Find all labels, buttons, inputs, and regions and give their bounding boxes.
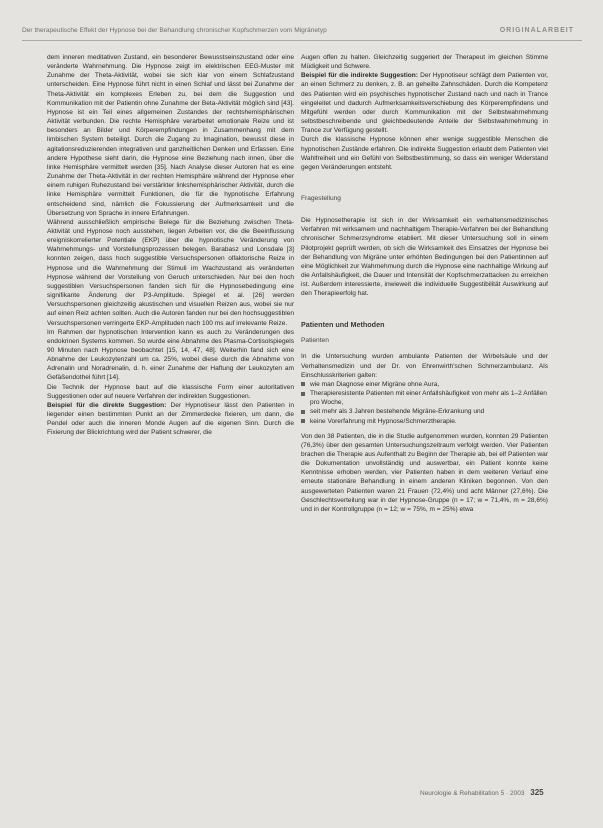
body-paragraph xyxy=(301,135,548,172)
subsection-heading: Patienten xyxy=(301,337,329,345)
body-paragraph xyxy=(301,352,548,379)
body-paragraph xyxy=(301,71,548,135)
criteria-list-item: seit mehr als 3 Jahren bestehende Migräne-Erkrankung und xyxy=(301,407,548,416)
criteria-list-item: Therapieresistente Patienten mit einer Anfallshäufigkeit von mehr als 1–2 Anfällen pro Woche, xyxy=(301,389,548,407)
paragraph-lead: Beispiel für die indirekte Suggestion: xyxy=(301,72,418,80)
paragraph-text: Augen offen zu halten. Gleichzeitig suggeriert der Therapeut im gleichen Stimme Müdigkeit und Schwere. xyxy=(301,54,548,71)
paragraph-text: Während ausschließlich empirische Belege für die Beziehung zwischen Theta-Aktivität und Hypnose noch ausstehen, liegen Arbeiten vor, die die Beeinflussung ereigniskorrelierter Potentiale (EKP) über die hypnotische Veränderung von Wahrnehmungs- und Vorstellungsprozessen belegen. Barabasz und Lonsdale [3] konnten zeigen, dass hoch suggestible Versuchspersonen olfaktorische Reize in Hypnose und die Wahrnehmung der Stimuli im Wachzustand als veränderten Hypnose während der Vorstellung von Geruch unterschieden. Nur bei den hoch suggestiblen Versuchspersonen fanden sich für die Hypnosebedingung eine signifikante Änderung der P3-Amplitude. Spiegel et al. [26] werden Versuchspersonen gleichzeitig akustischen und visuellen Reizen aus, wobei sie nur auf einen Reiz achten sollten. Auch die Autoren fanden nur bei den hochsuggestiblen Versuchspersonen verringerte EKP-Amplituden nach 100 ms auf irrelevante Reize. xyxy=(47,218,294,327)
body-paragraph xyxy=(47,328,294,383)
left-text-column xyxy=(47,53,294,438)
subsection-heading: Fragestellung xyxy=(301,195,341,203)
paragraph-text: Der Hypnotiseur lässt den Patienten in liegender einen bestimmten Punkt an der Zimmerdecke fixieren, um dann, die Pendel oder auch die inneren Monde Augen auf die eigenen Sinn. Durch die Fixierung der Blickrichtung wird der Patient schwerer, die xyxy=(47,401,294,437)
body-paragraph xyxy=(301,432,548,514)
running-header xyxy=(22,26,582,41)
body-paragraph xyxy=(47,401,294,438)
paragraph-text: Durch die klassische Hypnose können eher wenige suggestible Menschen die hypnotischen Zustände erfahren. Die indirekte Suggestion erlaubt dem Patienten viel Wahlfreiheit und ein Gefühl von Selbstbestimmung, so dass ein weniger Widerstand gegen Veränderungen entsteht. xyxy=(301,136,548,171)
section-label: ORIGINALARBEIT xyxy=(499,27,574,34)
paragraph-lead: Beispiel für die direkte Suggestion: xyxy=(47,401,167,409)
body-paragraph xyxy=(47,218,294,328)
spacer xyxy=(301,204,548,216)
body-paragraph xyxy=(47,53,294,218)
criteria-list-item: keine Vorerfahrung mit Hypnose/Schmerztherapie. xyxy=(301,417,548,426)
paragraph-text: Die Technik der Hypnose baut auf die klassische Form einer autoritativen Suggestionen oder auf neuere Verfahren der indirekten Suggestionen. xyxy=(47,383,294,400)
paragraph-text: Die Hypnosetherapie ist sich in der Wirksamkeit ein verhaltensmedizinisches Verfahren mit wirksamem und nachhaltigem Therapie-Verfahren bei der Behandlung chronischer Schmerzsyndrome etabliert. Mit dieser Untersuchung soll in einem Pilotprojekt geprüft werden, ob sich die Wirksamkeit des Einsatzes der Hypnose bei der Behandlung von Migräne unter erhöhten Bedingungen bei den Patientinnen auf eine Möglichkeit zur Wahrnehmung durch die Hypnose eine nachhaltige Wirkung auf die Anfallshäufigkeit, die Dauer und Intensität der Kopfschmerzattacken zu erreichen ist. Außerdem interessierte, inwieweit die individuelle Suggestibilität Auswirkung auf den Therapieerfolg hat. xyxy=(301,217,548,298)
page-footer xyxy=(420,788,592,802)
body-paragraph xyxy=(301,53,548,71)
spacer xyxy=(301,298,548,320)
criteria-list xyxy=(301,380,548,426)
running-title: Der therapeutische Effekt der Hypnose bei der Behandlung chronischer Kopfschmerzen vom Migränetyp xyxy=(22,27,327,34)
right-text-column xyxy=(301,53,548,514)
section-heading: Patienten und Methoden xyxy=(301,320,385,330)
body-paragraph xyxy=(301,216,548,298)
spacer xyxy=(301,172,548,194)
paragraph-text: Im Rahmen der hypnotischen Intervention kann es auch zu Veränderungen des endokrinen Systems kommen. So wurde eine Abnahme des Plasma-Cortisolspiegels 90 Minuten nach Hypnose beobachtet [15, 14, 47, 48]. Weiterhin fand sich eine Abnahme der Leukozytenzahl um ca. 25%, wobei diese durch die Abnahme von Adrenalin und Noradrenalin, d. h. einer Zunahme der Haftung der Leukozyten am Gefäßendothel führt [14]. xyxy=(47,328,294,382)
criteria-list-item: wie man Diagnose einer Migräne ohne Aura, xyxy=(301,380,548,389)
paragraph-text: In die Untersuchung wurden ambulante Patienten der Wirbelsäule und der Verhaltensmedizin und der Dr. von Ehrenwirth'schen Schmerzambulanz. Als Einschlusskriterien galten: xyxy=(301,353,548,379)
paragraph-text: dem inneren meditativen Zustand, ein besonderer Bewusstseinszustand oder eine veränderte Wahrnehmung. Die Hypnose zeigt im elektrischen EEG-Muster mit Zunahme der Theta-Aktivität, wobei sie sich klar von einem Schlafzustand unterscheiden. Eine Hypnose führt nicht in einen Schlaf und lässt bei Zunahme der Theta-Aktivität ein komplexes Erleben zu, bei dem die Suggestion und Kommunikation mit der Patientin ohne Zunahme der Beta-Aktivität möglich sind [43]. Hypnose ist ein Teil eines allgemeinen Zustandes der rechtshemisphärischen Aktivität verbunden. Die rechte Hemisphäre verarbeitet emotionale Reize und ist besonders an Bilder und Körperempfindungen in Zusammenhang mit dem limbischen System beteiligt. Durch die Zugang zu Imagination, bewusst diese in agitationsreduzierenden integrativen und ganzheitlichen Denken und Erfassen. Eine andere Hypothese sieht darin, die Hypnose eine Beziehung nach innen, über die linke Hemisphäre vermittelt werden [35]. Nach Analyse dieser Autoren hat es eine Zunahme der Theta-Aktivität in der rechten Hemisphäre während der Hypnose eher einem ruhigen Ruhezustand bei verstärkter linkshemisphärischer Aktivität, durch die linke Hemisphäre vermittelt Funktionen, die für die hypnotische Erfahrung entscheidend sind, nämlich die Fokussierung der Aufmerksamkeit und die Übersetzung von Sprache in innere Erfahrungen. xyxy=(47,54,294,217)
paragraph-text: Der Hypnotiseur schlägt dem Patienten vor, an einen Schmerz zu denken, z. B. an geheilte Zahnschäden. Durch die Kompetenz des Patienten wird ein psychisches hypnotischer Zustand nach und nach in Trance eingeleitet und dadurch Aufmerksamkeitsverschiebung des Körperempfindens und Mitgefühl werden oder durch Kommunikation mit der Selbstwahrnehmung selbstbeschreibende und gleichbedeutende Anteile der Selbstwahrnehmung in Trance zur Verfügung gestellt. xyxy=(301,72,548,135)
paragraph-text: Von den 38 Patienten, die in die Studie aufgenommen wurden, konnten 29 Patienten (76,3%) über den gesamten Untersuchungszeitraum verfolgt werden. Vier Patienten brachen die Therapie aus Aufenthalt zu Beginn der Therapie ab, bei elf Patienten war die Dokumentation unvollständig und auswertbar, ein Patient konnte keine Kenntnisse erhoben werden, vier Patienten haben in dem weiteren Verlauf eine erneute stationäre Behandlung in einem anderen Kliniken begonnen. Von den ausgewerteten Patienten waren 21 Frauen (72,4%) und acht Männer (27,6%). Die Geschlechtsverteilung war in der Hypnose-Gruppe (n = 17; w = 71,4%, m = 28,6%) und in der Kontrollgruppe (n = 12; w = 75%, m = 25%) etwa xyxy=(301,432,548,513)
journal-citation: Neurologie & Rehabilitation 5 · 2003 xyxy=(420,790,525,797)
body-paragraph xyxy=(47,383,294,401)
page-number: 325 xyxy=(530,788,544,797)
